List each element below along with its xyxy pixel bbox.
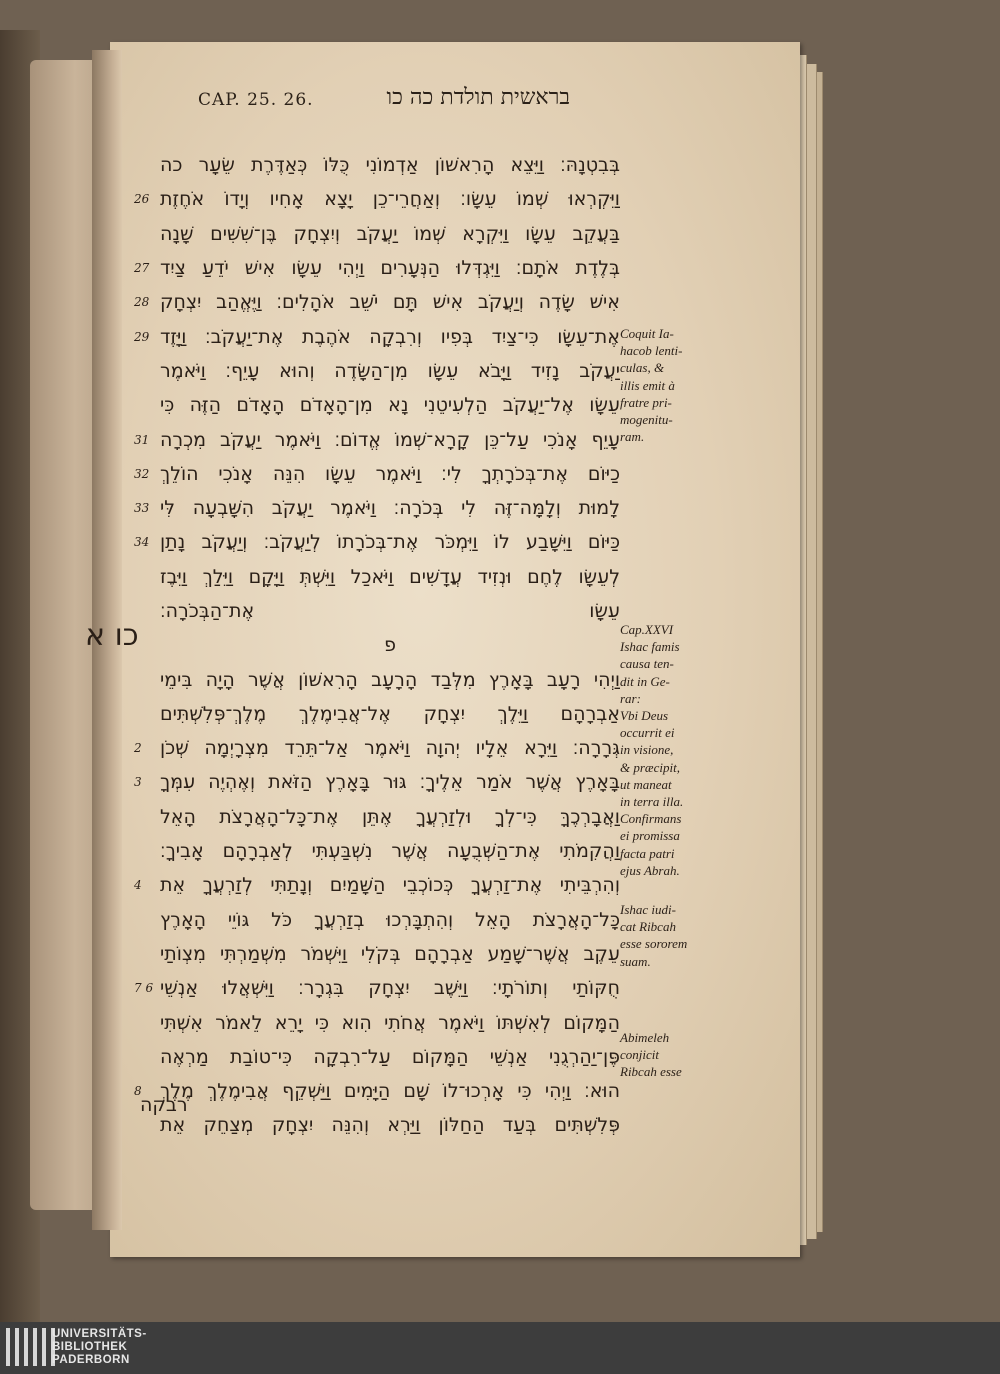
margin-note-line: in terra illa. xyxy=(620,794,684,810)
margin-note-line: Cap.XXVI xyxy=(620,622,674,637)
text-line xyxy=(160,594,620,628)
margin-note-line: Confirmans xyxy=(620,811,682,827)
hebrew-line-text: חֻקּוֹתַי וְתוֹרֹתָי׃ וַיֵּשֶׁב יִצְחָק בִּגְרָר׃ וַיִּשְׁאֲלוּ אַנְשֵׁי xyxy=(160,977,620,1000)
verse-number: 3 xyxy=(134,775,142,790)
text-line xyxy=(134,731,620,765)
catchword: רבקה xyxy=(140,1094,188,1116)
margin-note-line: occurrit ei xyxy=(620,725,675,741)
margin-note-line: fratre pri- xyxy=(620,394,672,410)
hebrew-line-text: וַיִּקְרְאוּ שְׁמוֹ עֵשָׂו׃ וְאַחֲרֵי־כֵן יָצָא אָחִיו וְיָדוֹ אֹחֶזֶת xyxy=(160,188,620,211)
margin-note-line: Coquit Ia- xyxy=(620,326,674,341)
hebrew-line-text: עֵקֶב אֲשֶׁר־שָׁמַע אַבְרָהָם בְּקֹלִי וַיִּשְׁמֹר מִשְׁמַרְתִּי מִצְוֹתַי xyxy=(160,942,620,965)
verse-number: 33 xyxy=(134,501,150,516)
verse-number: 32 xyxy=(134,466,150,481)
hebrew-line-text: כַּיּוֹם וַיִּשָּׁבַע לוֹ וַיִּמְכֹּר אֶת־בְּכֹרָתוֹ לְיַעֲקֹב׃ וְיַעֲקֹב נָתַן xyxy=(160,531,620,554)
verse-number: 8 xyxy=(134,1084,142,1099)
text-line xyxy=(160,560,620,594)
page-header xyxy=(110,82,800,118)
margin-note-line: conjicit xyxy=(620,1047,659,1063)
margin-note-line: in visione, xyxy=(620,742,674,758)
margin-note-line: illis emit à xyxy=(620,377,675,393)
library-footer xyxy=(0,1322,1000,1374)
text-line xyxy=(160,903,620,937)
chapter-label: CAP. 25. 26. xyxy=(198,90,314,110)
margin-note-line: facta patri xyxy=(620,845,675,861)
hebrew-line-text: הַמָּקוֹם לְאִשְׁתּוֹ וַיֹּאמֶר אֲחֹתִי הִוא כִּי יָרֵא לֵאמֹר אִשְׁתִּי xyxy=(160,1011,620,1034)
text-line xyxy=(160,800,620,834)
verse-number: 28 xyxy=(134,295,150,310)
margin-note-line: cat Ribcah xyxy=(620,919,676,935)
margin-note-line: Abimeleh xyxy=(620,1030,670,1045)
text-line xyxy=(160,1108,620,1142)
text-line xyxy=(134,182,620,216)
hebrew-line-text: פֶּן־יַהַרְגֻנִי אַנְשֵׁי הַמָּקוֹם עַל־רִבְקָה כִּי־טוֹבַת מַרְאֶה xyxy=(160,1045,620,1068)
text-line xyxy=(134,868,620,902)
text-line xyxy=(160,217,620,251)
margin-note-line: & præcipit, xyxy=(620,759,680,775)
hebrew-line-text: כָּל־הָאֲרָצֹת הָאֵל וְהִתְבָּרְכוּ בְזַרְעֲךָ כֹּל גּוֹיֵי הָאָרֶץ xyxy=(160,908,620,931)
margin-note-line: Vbi Deus xyxy=(620,708,669,724)
logo-line: UNIVERSITÄTS- xyxy=(52,1328,147,1340)
verse-number: 2 xyxy=(134,741,142,756)
hebrew-line-text: בְּלֶדֶת אֹתָם׃ וַיִּגְדְּלוּ הַנְּעָרִים וַיְהִי עֵשָׂו אִישׁ יֹדֵעַ צַיִד xyxy=(160,257,620,280)
text-line xyxy=(160,937,620,971)
text-line xyxy=(134,971,620,1005)
hebrew-line-text: לָמוּת וְלָמָּה־זֶּה לִי בְּכֹרָה׃ וַיֹּאמֶר יַעֲקֹב הִשָּׁבְעָה לִּי xyxy=(160,497,620,520)
hebrew-line-text: פְּלִשְׁתִּים בְּעַד הַחַלּוֹן וַיַּרְא וְהִנֵּה יִצְחָק מְצַחֵק אֵת xyxy=(160,1114,620,1137)
text-line xyxy=(134,422,620,456)
text-line xyxy=(160,148,620,182)
verse-number: 31 xyxy=(134,432,150,447)
hebrew-running-title: בראשית תולדת כה כו xyxy=(386,85,570,110)
margin-note xyxy=(620,1029,710,1081)
hebrew-line-text: אַבְרָהָם וַיֵּלֶךְ יִצְחָק אֶל־אֲבִימֶלֶךְ מֶלֶךְ־פְּלִשְׁתִּים xyxy=(160,702,620,725)
text-line xyxy=(134,765,620,799)
margin-note-line: Ribcah esse xyxy=(620,1064,682,1080)
text-line xyxy=(160,697,620,731)
hebrew-line-text: גְּרָרָה׃ וַיֵּרָא אֵלָיו יְהוָה וַיֹּאמֶר אַל־תֵּרֵד מִצְרָיְמָה שְׁכֹן xyxy=(160,737,620,760)
hebrew-line-text: אֶת־עֵשָׂו כִּי־צַיִד בְּפִיו וְרִבְקָה אֹהֶבֶת אֶת־יַעֲקֹב׃ וַיָּזֶד xyxy=(160,325,620,348)
text-line xyxy=(160,1005,620,1039)
text-line xyxy=(160,834,620,868)
hebrew-line-text: בָּאָרֶץ אֲשֶׁר אֹמַר אֵלֶיךָ׃ גּוּר בָּאָרֶץ הַזֹּאת וְאֶהְיֶה עִמְּךָ xyxy=(160,771,620,794)
logo-line: PADERBORN xyxy=(52,1354,130,1366)
verse-number: 27 xyxy=(134,261,150,276)
text-line xyxy=(134,285,620,319)
hebrew-line-text: עֵשָׂו אֶל־יַעֲקֹב הַלְעִיטֵנִי נָא מִן־הָאָדֹם הָאָדֹם הַזֶּה כִּי xyxy=(160,394,620,417)
verse-number: 4 xyxy=(134,878,142,893)
hebrew-line-text: וַהֲקִמֹתִי אֶת־הַשְּׁבֻעָה אֲשֶׁר נִשְׁבַּעְתִּי לְאַבְרָהָם אָבִיךָ׃ xyxy=(160,840,620,863)
hebrew-line-text: לְעֵשָׂו לֶחֶם וּנְזִיד עֲדָשִׁים וַיֹּאכַל וַיֵּשְׁתְּ וַיָּקָם וַיֵּלַךְ וַיִּבֶז xyxy=(160,565,620,588)
text-line xyxy=(160,628,620,662)
hebrew-line-text: עֵשָׂו אֶת־הַבְּכֹרָה׃ xyxy=(160,600,620,622)
margin-note-line: mogenitu- xyxy=(620,412,673,428)
hebrew-text-block xyxy=(134,148,620,1143)
text-line xyxy=(160,662,620,696)
hebrew-line-text: בַּעֲקֵב עֵשָׂו וַיִּקְרָא שְׁמוֹ יַעֲקֹב וְיִצְחָק בֶּן־שִׁשִּׁים שָׁנָה xyxy=(160,222,620,245)
hebrew-line-text: אִישׁ שָׂדֶה וְיַעֲקֹב אִישׁ תָּם יֹשֵׁב אֹהָלִים׃ וַיֶּאֱהַב יִצְחָק xyxy=(160,291,620,314)
margin-note-line: suam. xyxy=(620,953,651,969)
text-line xyxy=(134,457,620,491)
margin-note xyxy=(620,325,710,445)
margin-note-line: ejus Abrah. xyxy=(620,862,680,878)
margin-note-line: culas, & xyxy=(620,360,665,376)
margin-note-line: ram. xyxy=(620,429,645,445)
verse-number: 34 xyxy=(134,535,150,550)
chapter-marker: כו א xyxy=(85,618,139,653)
text-line xyxy=(134,251,620,285)
margin-note-line: Ishac famis xyxy=(620,639,680,655)
text-line xyxy=(160,1040,620,1074)
hebrew-line-text: הוּא׃ וַיְהִי כִּי אָרְכוּ־לוֹ שָׁם הַיָּמִים וַיַּשְׁקֵף אֲבִימֶלֶךְ מֶלֶךְ xyxy=(160,1080,620,1103)
hebrew-line-text: כַיּוֹם אֶת־בְּכֹרָתְךָ לִי׃ וַיֹּאמֶר עֵשָׂו הִנֵּה אָנֹכִי הוֹלֵךְ xyxy=(160,462,620,485)
hebrew-line-text: פ xyxy=(384,634,396,657)
margin-note xyxy=(620,621,710,879)
verse-number: 29 xyxy=(134,329,150,344)
hebrew-line-text: עָיֵף אָנֹכִי עַל־כֵּן קָרָא־שְׁמוֹ אֱדוֹם׃ וַיֹּאמֶר יַעֲקֹב מִכְרָה xyxy=(160,428,620,451)
text-line xyxy=(134,491,620,525)
text-line xyxy=(134,525,620,559)
margin-note-line: Ishac iudi- xyxy=(620,902,676,917)
margin-note-line: dit in Ge- xyxy=(620,673,670,689)
text-line xyxy=(134,319,620,353)
library-logo-text xyxy=(52,1328,147,1367)
hebrew-line-text: וְהִרְבֵּיתִי אֶת־זַרְעֲךָ כְּכוֹכְבֵי הַשָּׁמַיִם וְנָתַתִּי לְזַרְעֲךָ אֵת xyxy=(160,874,620,897)
margin-note-line: rar: xyxy=(620,690,641,706)
margin-note xyxy=(620,901,710,970)
margin-note-line: causa ten- xyxy=(620,656,674,672)
hebrew-line-text: וַאֲבָרְכֶךָּ כִּי־לְךָ וּלְזַרְעֲךָ אֶתֵּן אֶת־כָּל־הָאֲרָצֹת הָאֵל xyxy=(160,805,620,828)
margin-note-line: ut maneat xyxy=(620,776,672,792)
logo-line: BIBLIOTHEK xyxy=(52,1341,128,1353)
hebrew-line-text: יַעֲקֹב נָזִיד וַיָּבֹא עֵשָׂו מִן־הַשָּׂדֶה וְהוּא עָיֵף׃ וַיֹּאמֶר xyxy=(160,359,620,382)
hebrew-line-text: בְּבִטְנָהּ׃ וַיֵּצֵא הָרִאשׁוֹן אַדְמוֹנִי כֻּלּוֹ כְּאַדֶּרֶת שֵׂעָר כה xyxy=(160,154,620,177)
margin-note-line: hacob lenti- xyxy=(620,343,683,359)
library-logo-icon xyxy=(6,1328,55,1366)
margin-note-line: ei promissa xyxy=(620,828,680,844)
text-line xyxy=(160,354,620,388)
hebrew-line-text: וַיְהִי רָעָב בָּאָרֶץ מִלְּבַד הָרָעָב הָרִאשׁוֹן אֲשֶׁר הָיָה בִּימֵי xyxy=(160,668,620,691)
verse-number: 7 6 xyxy=(134,981,154,996)
margin-note-line: esse sororem xyxy=(620,936,688,952)
text-line xyxy=(160,388,620,422)
verse-number: 26 xyxy=(134,192,150,207)
